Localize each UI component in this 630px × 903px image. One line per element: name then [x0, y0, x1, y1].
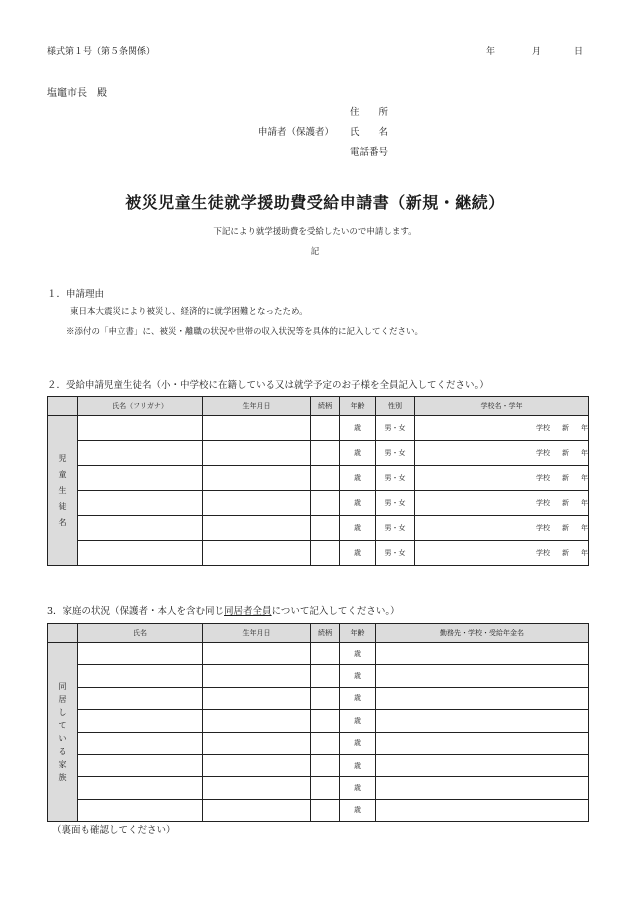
- header-corner: [48, 397, 78, 416]
- birthdate-cell[interactable]: [203, 799, 311, 821]
- sex-options: 男・女: [384, 549, 406, 557]
- date-month-label: 月: [532, 47, 542, 57]
- relation-cell[interactable]: [311, 416, 340, 441]
- grade-suffix: 年: [581, 424, 588, 432]
- grade-suffix: 年: [581, 549, 588, 557]
- applicant-role: 申請者（保護者）: [258, 127, 335, 138]
- name-cell[interactable]: [78, 777, 203, 799]
- name-cell[interactable]: [78, 441, 203, 466]
- column-header: 勤務先・学校・受給年金名: [376, 624, 589, 643]
- back-side-note: （裏面も確認してください）: [52, 825, 176, 836]
- side-label-household: [48, 643, 78, 822]
- birthdate-cell[interactable]: [203, 441, 311, 466]
- table-row: [48, 516, 589, 541]
- age-cell[interactable]: [340, 799, 376, 821]
- age-cell[interactable]: [340, 710, 376, 732]
- school-suffix: 学校: [536, 524, 550, 532]
- section1-body: 東日本大震災により被災し、経済的に就学困難となったため。: [70, 307, 308, 317]
- school-cell[interactable]: [415, 416, 589, 441]
- name-cell[interactable]: [78, 491, 203, 516]
- table-row: [48, 665, 589, 687]
- relation-cell[interactable]: [311, 643, 340, 665]
- school-cell[interactable]: [415, 516, 589, 541]
- relation-cell[interactable]: [311, 665, 340, 687]
- birthdate-cell[interactable]: [203, 643, 311, 665]
- table-row: [48, 710, 589, 732]
- school-cell[interactable]: [415, 466, 589, 491]
- address-label: 住 所: [350, 107, 389, 118]
- age-cell[interactable]: [340, 777, 376, 799]
- school-suffix: 学校: [536, 549, 550, 557]
- name-cell[interactable]: [78, 710, 203, 732]
- age-unit: 歳: [354, 716, 361, 725]
- new-mark: 新: [562, 474, 569, 482]
- column-header: 年齢: [340, 397, 376, 416]
- name-cell[interactable]: [78, 665, 203, 687]
- name-cell[interactable]: [78, 754, 203, 776]
- birthdate-cell[interactable]: [203, 416, 311, 441]
- age-unit: 歳: [354, 424, 361, 432]
- school-suffix: 学校: [536, 474, 550, 482]
- age-cell[interactable]: [340, 732, 376, 754]
- column-header: 年齢: [340, 624, 376, 643]
- column-header: 性別: [376, 397, 415, 416]
- school-cell[interactable]: [415, 491, 589, 516]
- age-unit: 歳: [354, 806, 361, 815]
- table-row: [48, 754, 589, 776]
- column-header: 生年月日: [203, 624, 311, 643]
- table-row: [48, 441, 589, 466]
- workplace-cell[interactable]: [376, 643, 589, 665]
- age-unit: 歳: [354, 739, 361, 748]
- addressee: 塩竈市長 殿: [47, 88, 107, 99]
- age-cell[interactable]: [340, 541, 376, 566]
- relation-cell[interactable]: [311, 799, 340, 821]
- name-cell[interactable]: [78, 516, 203, 541]
- relation-cell[interactable]: [311, 541, 340, 566]
- workplace-cell[interactable]: [376, 732, 589, 754]
- age-cell[interactable]: [340, 665, 376, 687]
- grade-suffix: 年: [581, 524, 588, 532]
- document-title: 被災児童生徒就学援助費受給申請書（新規・継続）: [125, 193, 505, 212]
- section3-heading: [47, 603, 400, 617]
- new-mark: 新: [562, 549, 569, 557]
- age-unit: 歳: [354, 784, 361, 793]
- table-row: [48, 416, 589, 441]
- school-suffix: 学校: [536, 449, 550, 457]
- relation-cell[interactable]: [311, 710, 340, 732]
- sex-cell[interactable]: [376, 541, 415, 566]
- school-suffix: 学校: [536, 499, 550, 507]
- age-unit: 歳: [354, 761, 361, 770]
- section1-heading: １．申請理由: [47, 289, 105, 300]
- sex-options: 男・女: [384, 474, 406, 482]
- column-header: 氏名（フリガナ）: [78, 397, 203, 416]
- age-cell[interactable]: [340, 441, 376, 466]
- phone-label: 電話番号: [350, 147, 389, 158]
- birthdate-cell[interactable]: [203, 754, 311, 776]
- age-unit: 歳: [354, 649, 361, 658]
- column-header: 続柄: [311, 397, 340, 416]
- relation-cell[interactable]: [311, 516, 340, 541]
- workplace-cell[interactable]: [376, 777, 589, 799]
- side-label-children: [48, 416, 78, 566]
- column-header: 学校名・学年: [415, 397, 589, 416]
- household-table: [47, 623, 589, 822]
- workplace-cell[interactable]: [376, 754, 589, 776]
- workplace-cell[interactable]: [376, 710, 589, 732]
- age-cell[interactable]: [340, 416, 376, 441]
- age-unit: 歳: [354, 499, 361, 507]
- workplace-cell[interactable]: [376, 687, 589, 709]
- relation-cell[interactable]: [311, 732, 340, 754]
- age-unit: 歳: [354, 474, 361, 482]
- new-mark: 新: [562, 449, 569, 457]
- children-table: [47, 396, 589, 566]
- birthdate-cell[interactable]: [203, 665, 311, 687]
- side-label-text: 同居している家族: [58, 682, 67, 783]
- age-cell[interactable]: [340, 466, 376, 491]
- table-row: [48, 541, 589, 566]
- birthdate-cell[interactable]: [203, 777, 311, 799]
- section3-heading-pre: 3．家庭の状況（保護者・本人を含む同じ: [47, 606, 225, 617]
- section1-note: ※添付の「申立書」に、被災・離職の状況や世帯の収入状況等を具体的に記入してください。: [66, 327, 424, 337]
- name-cell[interactable]: [78, 732, 203, 754]
- sex-cell[interactable]: [376, 441, 415, 466]
- column-header: 生年月日: [203, 397, 311, 416]
- name-cell[interactable]: [78, 799, 203, 821]
- birthdate-cell[interactable]: [203, 516, 311, 541]
- household-table-header: [48, 624, 589, 643]
- column-header: 続柄: [311, 624, 340, 643]
- form-number: 様式第１号（第５条関係）: [47, 47, 156, 57]
- table-row: [48, 491, 589, 516]
- birthdate-cell[interactable]: [203, 687, 311, 709]
- grade-suffix: 年: [581, 449, 588, 457]
- relation-cell[interactable]: [311, 687, 340, 709]
- age-unit: 歳: [354, 672, 361, 681]
- age-unit: 歳: [354, 524, 361, 532]
- school-cell[interactable]: [415, 441, 589, 466]
- lead-text: 下記により就学援助費を受給したいので申請します。: [213, 227, 417, 237]
- table-row: [48, 687, 589, 709]
- name-cell[interactable]: [78, 466, 203, 491]
- age-cell[interactable]: [340, 687, 376, 709]
- ki-mark: 記: [310, 247, 320, 257]
- table-row: [48, 466, 589, 491]
- birthdate-cell[interactable]: [203, 466, 311, 491]
- name-cell[interactable]: [78, 643, 203, 665]
- sex-cell[interactable]: [376, 466, 415, 491]
- section2-heading: ２．受給申請児童生徒名（小・中学校に在籍している又は就学予定のお子様を全員記入してください。）: [47, 380, 489, 391]
- sex-cell[interactable]: [376, 491, 415, 516]
- section3-heading-post: について記入してください。）: [271, 606, 400, 617]
- relation-cell[interactable]: [311, 491, 340, 516]
- relation-cell[interactable]: [311, 777, 340, 799]
- workplace-cell[interactable]: [376, 799, 589, 821]
- age-cell[interactable]: [340, 491, 376, 516]
- table-row: [48, 777, 589, 799]
- date-day-label: 日: [574, 47, 584, 57]
- column-header: 氏名: [78, 624, 203, 643]
- new-mark: 新: [562, 524, 569, 532]
- age-unit: 歳: [354, 549, 361, 557]
- school-cell[interactable]: [415, 541, 589, 566]
- sex-cell[interactable]: [376, 416, 415, 441]
- age-cell[interactable]: [340, 516, 376, 541]
- relation-cell[interactable]: [311, 441, 340, 466]
- sex-options: 男・女: [384, 424, 406, 432]
- name-label: 氏 名: [350, 127, 389, 138]
- name-cell[interactable]: [78, 541, 203, 566]
- new-mark: 新: [562, 499, 569, 507]
- name-cell[interactable]: [78, 687, 203, 709]
- section3-heading-emphasis: 同居者全員: [224, 606, 272, 617]
- age-unit: 歳: [354, 449, 361, 457]
- birthdate-cell[interactable]: [203, 491, 311, 516]
- workplace-cell[interactable]: [376, 665, 589, 687]
- sex-cell[interactable]: [376, 516, 415, 541]
- relation-cell[interactable]: [311, 466, 340, 491]
- birthdate-cell[interactable]: [203, 732, 311, 754]
- birthdate-cell[interactable]: [203, 710, 311, 732]
- age-unit: 歳: [354, 694, 361, 703]
- age-cell[interactable]: [340, 754, 376, 776]
- grade-suffix: 年: [581, 499, 588, 507]
- table-row: [48, 643, 589, 665]
- relation-cell[interactable]: [311, 754, 340, 776]
- school-suffix: 学校: [536, 424, 550, 432]
- header-corner: [48, 624, 78, 643]
- grade-suffix: 年: [581, 474, 588, 482]
- side-label-text: 児童生徒名: [58, 453, 67, 527]
- sex-options: 男・女: [384, 524, 406, 532]
- age-cell[interactable]: [340, 643, 376, 665]
- new-mark: 新: [562, 424, 569, 432]
- name-cell[interactable]: [78, 416, 203, 441]
- sex-options: 男・女: [384, 449, 406, 457]
- table-row: [48, 799, 589, 821]
- date-year-label: 年: [486, 47, 496, 57]
- sex-options: 男・女: [384, 499, 406, 507]
- children-table-header: [48, 397, 589, 416]
- birthdate-cell[interactable]: [203, 541, 311, 566]
- table-row: [48, 732, 589, 754]
